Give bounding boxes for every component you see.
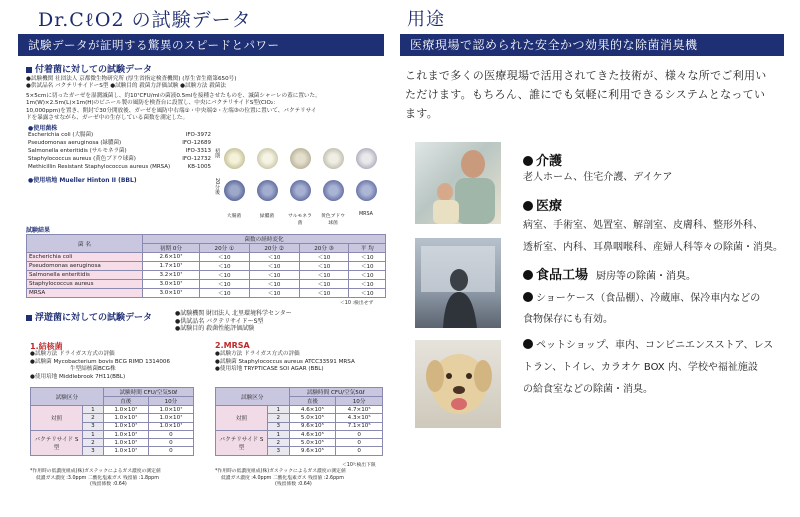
plate-20min xyxy=(224,180,245,201)
list-item: Methicillin Resistant Staphylococcus aureus (MRSA) KB-1005 xyxy=(28,163,211,170)
bullet-icon xyxy=(523,270,533,280)
airborne-heading: 浮遊菌に対しての試験データ xyxy=(26,310,152,323)
showcase-title: ショーケース（食品棚）、冷蔵庫、保冷車内などの xyxy=(536,293,761,304)
category-medical: 医療 xyxy=(523,195,562,214)
intro-text xyxy=(405,66,785,123)
pet-photo xyxy=(415,340,501,428)
table-row: 2 5.0×10⁵ 0 xyxy=(216,439,383,447)
bullet-icon xyxy=(523,201,533,211)
info-line: ●試験菌 Mycobacterium bovis BCG RIMD 1314006 xyxy=(30,358,171,365)
shops-title: ペットショップ、車内、コンビニエンスストア、レス xyxy=(536,340,774,351)
plate-label: 緑膿菌 xyxy=(259,214,275,219)
info-line: ●使用培地 TRYPTICASE SOI AGAR (BBL) xyxy=(215,366,324,373)
info-line: ●試験菌 Staphylococcus aureus ATCC33591 MRSA xyxy=(215,358,355,365)
table-row: 対照 1 1.0×10⁷ 1.0×10⁷ xyxy=(31,406,194,414)
info-line: ●使用培地 Middlebrook 7H11(BBL) xyxy=(30,373,126,380)
col-header: 試験区分 xyxy=(31,388,104,406)
info-line: 牛型結核菌BCG株 xyxy=(70,366,116,373)
table-row: Salmonella enteritidis 3.2×10⁷ ＜10 ＜10 ＜10 ＜10 xyxy=(27,271,386,280)
method-line: 5×5cmに切ったガーゼを湿潤滅菌し、約10⁷CFU/mlの菌液0.5mlを接種させたものを、滅菌シャーレの蓋に置いた。 xyxy=(26,93,321,99)
method-line: 1m(W)×2.5m(L)×1m(H)のビニール製の風防を検査台に設置し、中央にバクテリサイドS型(ClO₂： xyxy=(26,100,279,107)
info-line: ●試験目的 殺菌性能評価試験 xyxy=(175,325,255,333)
subtest-title-tb: 1.結核菌 xyxy=(30,342,63,351)
subtest-title-mrsa: 2.MRSA xyxy=(215,341,250,350)
petri-dish-photo xyxy=(220,146,386,226)
intro-line: ます。 xyxy=(405,107,439,120)
mrsa-table xyxy=(215,387,383,456)
mrsa-notes xyxy=(215,469,390,489)
table-row: 3 1.0×10⁷ 0 xyxy=(31,447,194,455)
sub-header: 初期 0分 xyxy=(143,244,200,253)
airborne-info xyxy=(175,310,292,333)
body-line: 病室、手術室、処置室、解剖室、皮膚科、整形外科、 xyxy=(523,220,763,231)
subtest-mrsa-info xyxy=(215,351,390,374)
right-title: 用途 xyxy=(407,9,445,30)
sub-header: 20分 ① xyxy=(199,244,249,253)
list-item: Salmonella enteritidis (サルモネラ菌) IFO-3313 xyxy=(28,147,211,154)
table-row: Staphylococcus aureus 3.0×10⁷ ＜10 ＜10 ＜10 ＜10 xyxy=(27,280,386,289)
category-care: 介護 xyxy=(523,150,562,169)
table-row: 対照 1 4.6×10⁵ 4.7×10⁵ xyxy=(216,406,383,414)
strains-heading: ●使用菌株 xyxy=(28,125,58,132)
sub-header: 平 均 xyxy=(349,244,386,253)
adhered-info xyxy=(26,76,386,91)
info-line-2: ●供試品名 バクテリサイドーS型 ●試験目的 殺菌力評価試験 ●試験方法 殺菌法 xyxy=(26,83,226,90)
table-row: バクテリサイド S型 1 1.0×10⁷ 0 xyxy=(31,430,194,438)
table-row: MRSA 3.0×10⁷ ＜10 ＜10 ＜10 ＜10 xyxy=(27,289,386,298)
col-header: 試験区分 xyxy=(216,388,290,406)
plate-row-label-initial: 初期 xyxy=(214,148,220,158)
plate-initial xyxy=(323,148,344,169)
left-title: Dr.CℓO2 の試験データ xyxy=(38,9,252,31)
note-line: *作用時の低濃度組成(株)ガステックによるガス濃度の測定値 xyxy=(30,469,161,474)
table-note: ＜10 :検出せず xyxy=(340,301,374,306)
category-care-body: 老人ホーム、住宅介護、デイケア xyxy=(523,172,673,183)
caregiving-photo xyxy=(415,142,501,224)
table-row: Escherichia coli 2.6×10⁷ ＜10 ＜10 ＜10 ＜10 xyxy=(27,253,386,262)
sub-header: 直後 xyxy=(289,397,336,406)
plate-initial xyxy=(356,148,377,169)
adhered-heading: 付着菌に対しての試験データ xyxy=(26,62,152,75)
table-row: Pseudomonas aeruginosa 1.7×10⁷ ＜10 ＜10 ＜10 ＜10 xyxy=(27,262,386,271)
plate-initial xyxy=(224,148,245,169)
body-line: 透析室、内科、耳鼻咽喉科、産婦人科等々の除菌・消臭。 xyxy=(523,242,783,253)
dog-photo-illustration xyxy=(415,340,501,428)
bullet-icon xyxy=(523,156,533,166)
sub-header: 20分 ③ xyxy=(299,244,349,253)
medical-photo-illustration xyxy=(415,238,501,328)
note-line: 低濃ガス濃度 :3.0ppm 二酸化塩素ガス 残留値 :1.8ppm xyxy=(36,475,159,481)
col-header: 試験時間 CFU/空気50ℓ xyxy=(289,388,383,397)
body-line: トラン、トイレ、カラオケ BOX 内、学校や福祉施設 xyxy=(523,362,758,373)
method-line: 10,000ppm)を置き、開封で30分開放後、ガーゼを風防中右端①・中央端②・左端③の位置に置いて、バクテリサイ xyxy=(26,107,317,114)
category-showcase xyxy=(523,289,788,329)
col-header: 菌 名 xyxy=(27,235,143,253)
subtest-tb-info xyxy=(30,351,210,381)
col-header: 試験時間 CFU/空気50ℓ xyxy=(103,388,193,397)
square-bullet-icon xyxy=(26,315,32,321)
table-row: 3 1.0×10⁷ 1.0×10⁷ xyxy=(31,422,194,430)
table-row: バクテリサイド S型 1 4.6×10⁵ 0 xyxy=(216,430,383,438)
left-banner: 試験データが証明する驚異のスピードとパワー xyxy=(18,34,384,56)
info-line-1: ●試験機関 社団法人 京都微生物研究所 (厚生省指定検査機関) (厚生省生衛第650号) xyxy=(26,76,237,82)
note-line: (残留係数 :0.64) xyxy=(90,482,127,488)
list-item: Pseudomonas aeruginosa (緑膿菌) IFO-12689 xyxy=(28,139,211,146)
bullet-icon xyxy=(523,339,533,349)
info-line: ●試験方法 ドライガス方式の評価 xyxy=(30,351,115,357)
note-line: *作用時の低濃度組成(株)ガステックによるガス濃度の測定値 xyxy=(215,469,346,474)
list-item: Staphylococcus aureus (黄色ブドウ球菌) IFO-12732 xyxy=(28,155,211,162)
info-line: ●供試品名 バクテリサイドーS型 xyxy=(175,317,264,325)
bullet-icon xyxy=(523,292,533,302)
results-heading: 試験結果 xyxy=(26,227,51,234)
plate-label: MRSA xyxy=(359,212,373,217)
category-shops xyxy=(523,336,788,399)
sub-header: 直後 xyxy=(103,397,148,406)
note-line: 低濃ガス濃度 :4.0ppm 二酸化塩素ガス 残留値 :2.6ppm xyxy=(221,475,344,481)
info-line: ●試験機関 財団法人 北里環境科学センター xyxy=(175,310,292,317)
tb-notes xyxy=(30,469,205,489)
method-line: ドを暴露させながら、ガーゼ中の生存している菌数を測定した。 xyxy=(26,114,189,121)
category-food-factory: 食品工場 厨房等の除菌・消臭。 xyxy=(523,264,696,283)
plate-20min xyxy=(257,180,278,201)
tb-table xyxy=(30,387,194,456)
note-line: (残留係数 :0.64) xyxy=(275,482,312,488)
results-table xyxy=(26,234,386,298)
sub-header: 10分 xyxy=(336,397,383,406)
body-line: 食物保存にも有効。 xyxy=(523,314,613,325)
table-row: 2 5.0×10⁵ 4.3×10⁵ xyxy=(216,414,383,422)
plate-label: 黄色ブドウ球菌 xyxy=(321,214,345,226)
caregiving-photo-illustration xyxy=(415,142,501,224)
medical-photo xyxy=(415,238,501,328)
body-line: の給食室などの除菌・消臭。 xyxy=(523,384,653,395)
intro-line: これまで多くの医療現場で活用されてきた技術が、様々な所でご利用い xyxy=(405,69,767,82)
adhered-method xyxy=(26,93,386,122)
category-medical-body xyxy=(523,216,788,257)
info-line: ●試験方法 ドライガス方式の評価 xyxy=(215,351,300,357)
right-banner: 医療現場で認められた安全かつ効果的な除菌消臭機 xyxy=(400,34,784,56)
table-row: 2 1.0×10⁷ 0 xyxy=(31,439,194,447)
plate-label: サルモネラ菌 xyxy=(288,214,312,226)
plate-20min xyxy=(290,180,311,201)
mrsa-table-note: ＜10³:検出下限 xyxy=(342,463,376,468)
strain-list xyxy=(28,132,211,172)
medium-line: ●使用培地 Mueller Hinton II (BBL) xyxy=(28,177,137,184)
plate-initial xyxy=(290,148,311,169)
plate-initial xyxy=(257,148,278,169)
table-row: 3 9.6×10⁵ 7.1×10⁵ xyxy=(216,422,383,430)
table-row: 3 9.6×10⁵ 0 xyxy=(216,447,383,455)
col-group-header: 菌数の経時変化 xyxy=(143,235,386,244)
plate-20min xyxy=(356,180,377,201)
sub-header: 20分 ② xyxy=(249,244,299,253)
square-bullet-icon xyxy=(26,67,32,73)
intro-line: ただけます。もちろん、誰にでも気軽に利用できるシステムとなってい xyxy=(405,88,766,101)
plate-row-label-20min: 20分後 xyxy=(214,178,220,195)
list-item: Escherichia coli (大腸菌) IFO-3972 xyxy=(28,132,211,138)
plate-label: 大腸菌 xyxy=(226,214,242,219)
table-row: 2 1.0×10⁷ 1.0×10⁷ xyxy=(31,414,194,422)
sub-header: 10分 xyxy=(148,397,193,406)
plate-20min xyxy=(323,180,344,201)
category-inline-note: 厨房等の除菌・消臭。 xyxy=(596,271,697,282)
